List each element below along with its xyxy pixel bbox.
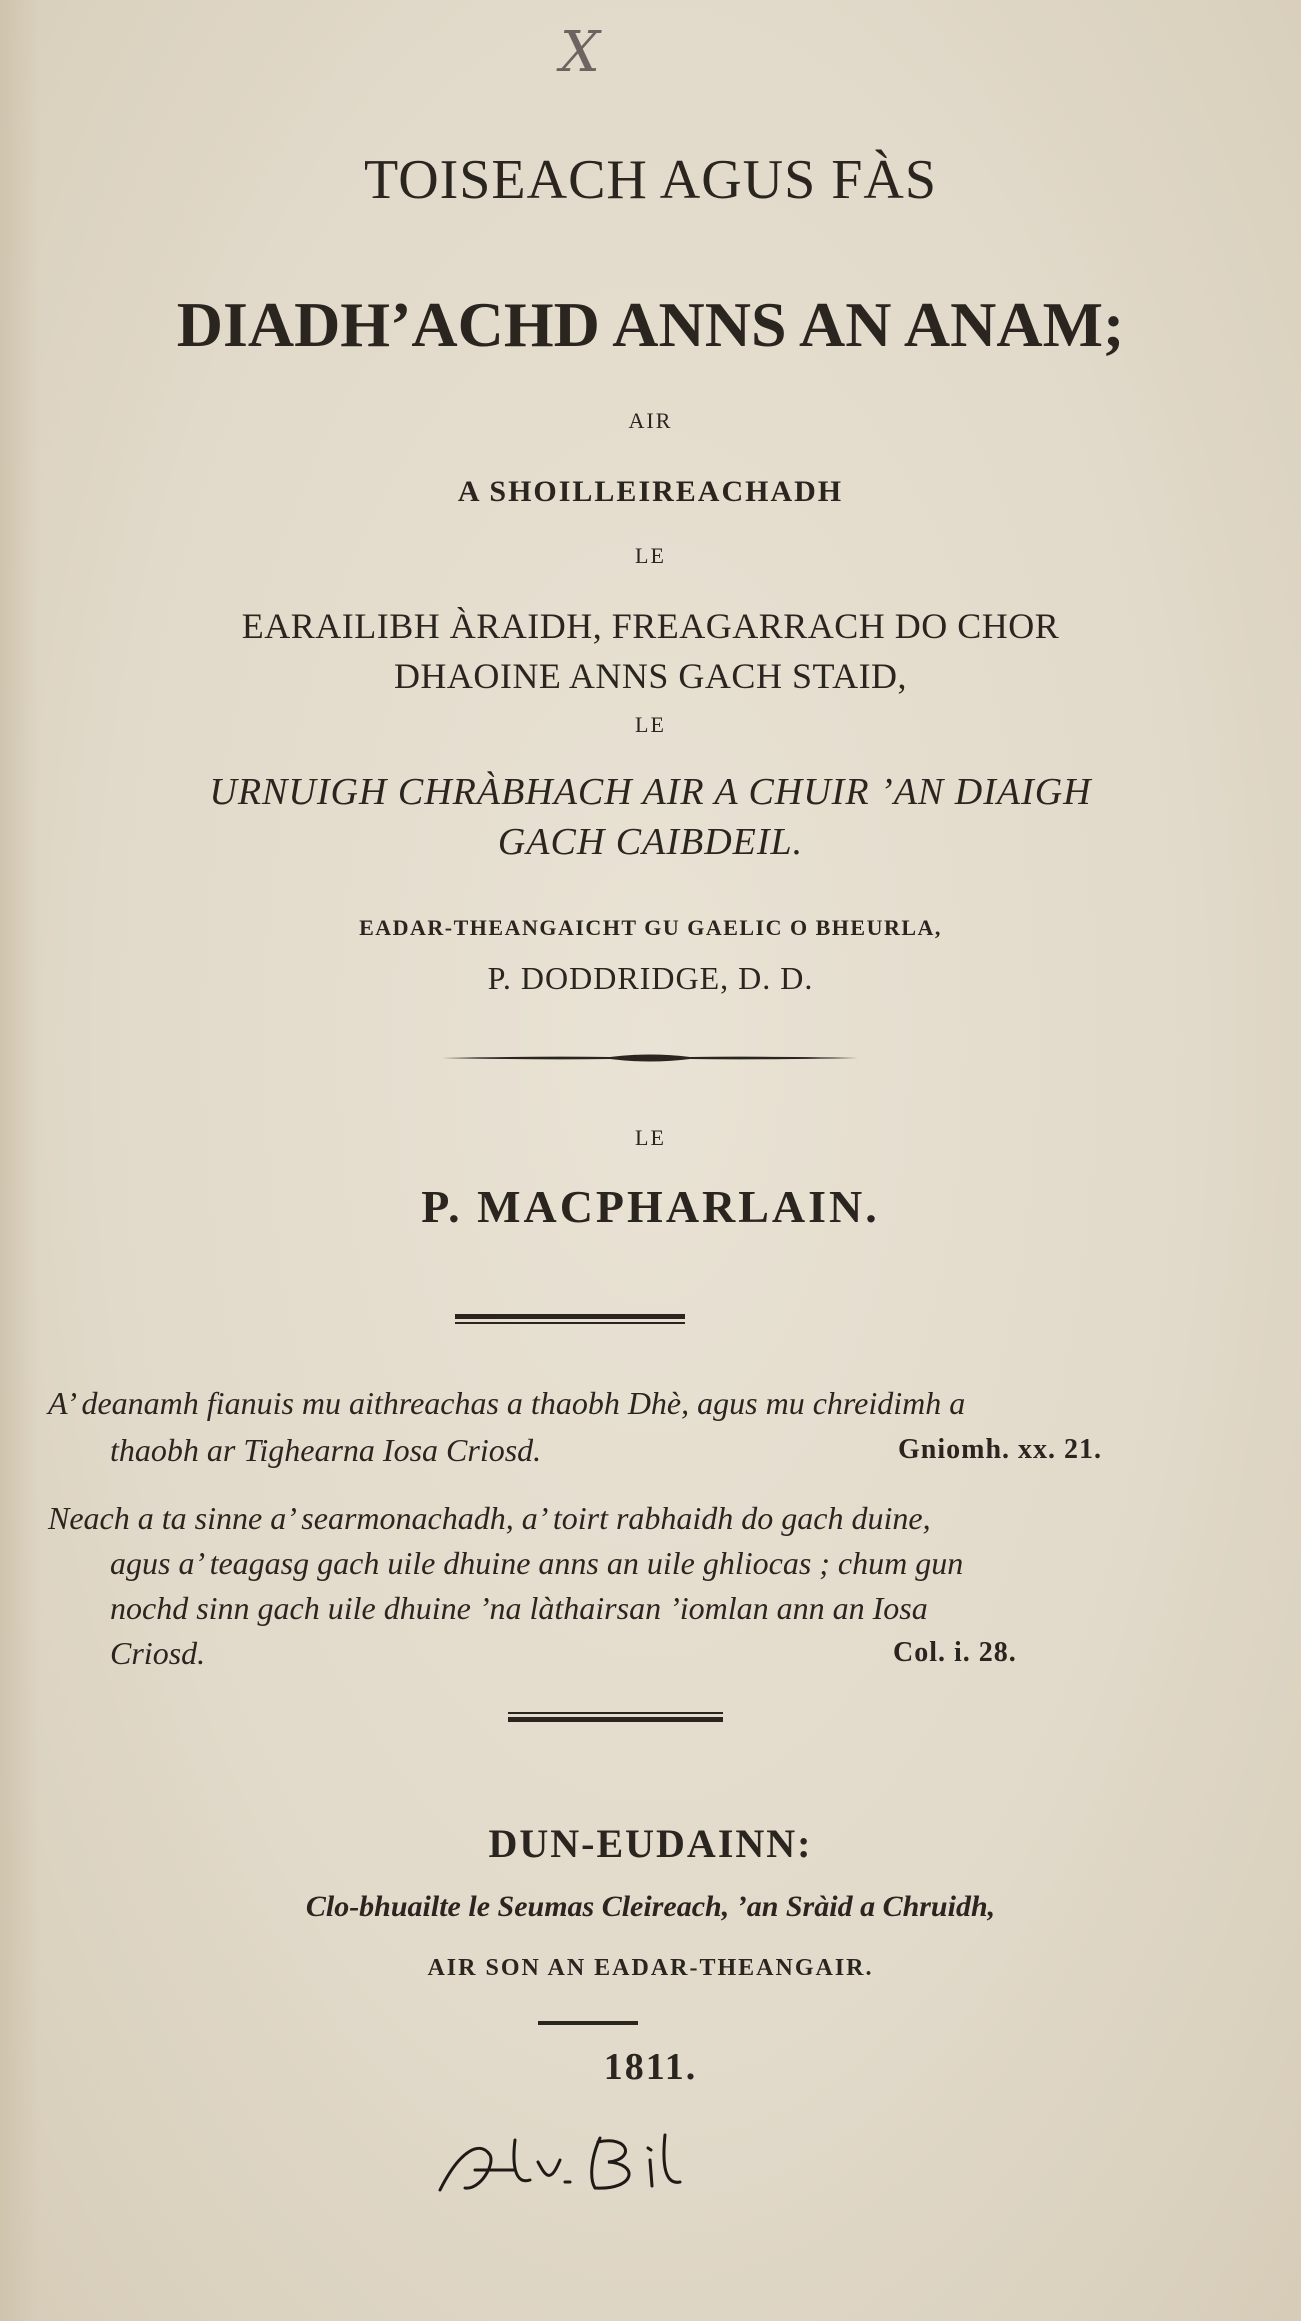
double-rule-1 xyxy=(455,1312,685,1328)
le-label-1: LE xyxy=(635,543,666,568)
subtitle-urnuigh: URNUIGH CHRÀBHACH AIR A CHUIR ’AN DIAIGH xyxy=(209,771,1092,813)
le-label-2: LE xyxy=(635,712,666,737)
subtitle-shoilleireachadh: A SHOILLEIREACHADH xyxy=(457,475,844,508)
quote-2-reference: Col. i. 28. xyxy=(893,1637,1017,1668)
library-signature xyxy=(420,2120,720,2210)
imprint-for: AIR SON AN EADAR-THEANGAIR. xyxy=(427,1955,874,1981)
original-author: P. DODDRIDGE, D. D. xyxy=(487,960,814,996)
handwritten-mark: X xyxy=(560,20,600,85)
double-rule-2 xyxy=(508,1710,723,1726)
subtitle-earailibh: EARAILIBH ÀRAIDH, FREAGARRACH DO CHOR xyxy=(241,606,1060,646)
subtitle-dhaoine: DHAOINE ANNS GACH STAID, xyxy=(393,656,908,696)
quote-1-reference: Gniomh. xx. 21. xyxy=(898,1434,1103,1465)
imprint-printer: Clo-bhuailte le Seumas Cleireach, ’an Sràid a Chruidh, xyxy=(305,1890,996,1923)
quote-1-line-1: A’ deanamh fianuis mu aithreachas a thaobh Dhè, agus mu chreidimh a xyxy=(48,1385,966,1421)
ornamental-rule-1 xyxy=(440,1050,860,1066)
imprint-place: DUN-EUDAINN: xyxy=(488,1821,813,1866)
translation-note: EADAR-THEANGAICHT GU GAELIC O BHEURLA, xyxy=(359,915,942,940)
quote-2-line-2: agus a’ teagasg gach uile dhuine anns an uile ghliocas ; chum gun xyxy=(110,1545,964,1581)
subtitle-gach-caibdeil: GACH CAIBDEIL. xyxy=(497,821,804,863)
quote-1-line-2: thaobh ar Tighearna Iosa Criosd. xyxy=(110,1432,542,1468)
title-line-1: TOISEACH AGUS FÀS xyxy=(364,149,937,211)
quote-2-line-3: nochd sinn gach uile dhuine ’na làthairsan ’iomlan ann an Iosa xyxy=(110,1590,928,1626)
quote-2-line-1: Neach a ta sinne a’ searmonachadh, a’ toirt rabhaidh do gach duine, xyxy=(48,1500,931,1536)
translator-name: P. MACPHARLAIN. xyxy=(421,1181,880,1232)
le-label-3: LE xyxy=(635,1125,666,1150)
short-rule xyxy=(538,2018,638,2028)
title-line-2: DIADH’ACHD ANNS AN ANAM; xyxy=(176,289,1125,360)
publication-year: 1811. xyxy=(603,2046,698,2088)
air-label: AIR xyxy=(628,408,673,433)
quote-2-line-4: Criosd. xyxy=(110,1635,206,1671)
